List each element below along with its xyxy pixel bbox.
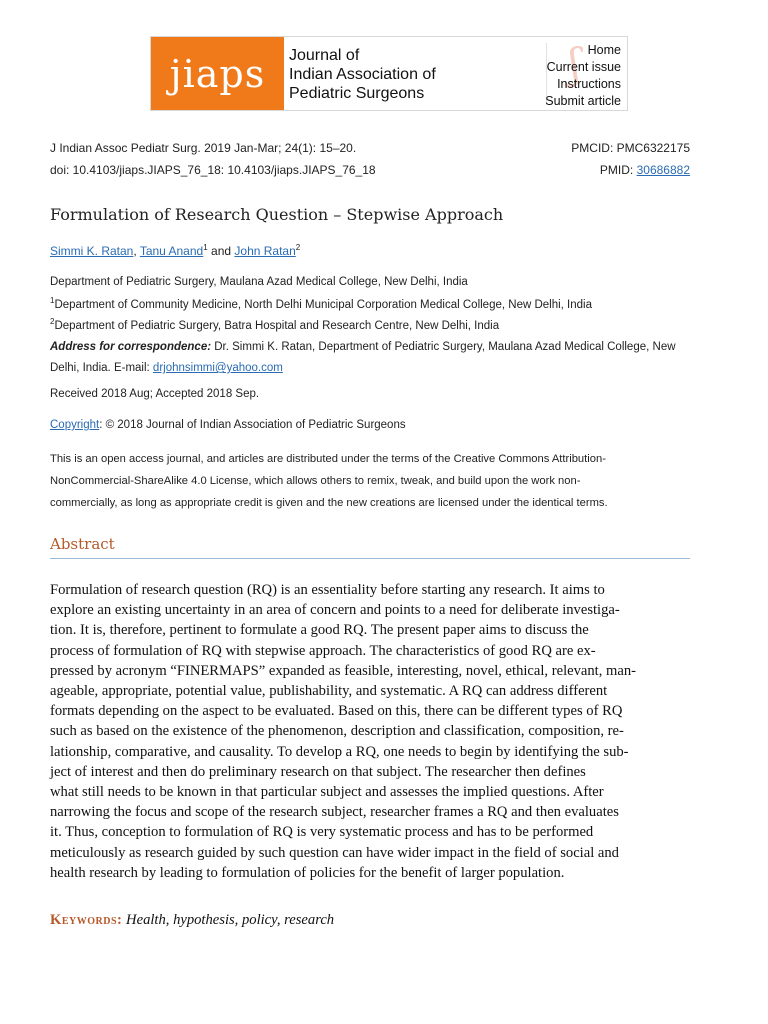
affiliation-sup: 1 [50, 296, 55, 305]
abstract-line: pressed by acronym “FINERMAPS” expanded as feasible, interesting, novel, ethical, relevant, man- [50, 662, 637, 679]
nav-home-link[interactable]: Home [587, 43, 621, 57]
license-line: NonCommercial-ShareAlike 4.0 License, which allows others to remix, tweak, and build upon the work non- [50, 475, 581, 487]
journal-name [289, 46, 436, 103]
author-link[interactable]: John Ratan [234, 244, 296, 258]
decorative-mark-icon: ʃ [569, 39, 581, 88]
abstract-body [50, 580, 700, 883]
affiliation-text: Department of Pediatric Surgery, Maulana Azad Medical College, New Delhi, India [50, 276, 468, 288]
received-accepted-dates: Received 2018 Aug; Accepted 2018 Sep. [50, 388, 260, 400]
and-text: and [211, 244, 232, 258]
abstract-line: process of formulation of RQ with stepwise approach. The characteristics of good RQ are ex- [50, 642, 596, 659]
abstract-line: meticulously as research guided by such question can have wider impact in the field of social and [50, 844, 619, 861]
license-line: commercially, as long as appropriate credit is given and the new creations are licensed under the identical terms. [50, 497, 608, 509]
journal-name-line: Indian Association of [289, 66, 436, 83]
abstract-line: tion. It is, therefore, pertinent to formulate a good RQ. The present paper aims to discuss the [50, 622, 589, 639]
abstract-line: such as based on the existence of the phenomenon, description and classification, composition, re- [50, 723, 624, 740]
author-list: Simmi K. Ratan, Tanu Anand$^1$ and John Ratan$^2$ [50, 243, 301, 258]
jiaps-logo[interactable]: jiaps [151, 37, 284, 110]
correspondence-label: Address for correspondence: [50, 341, 212, 353]
abstract-line: what still needs to be known in that particular subject and assesses the implied questions. After [50, 784, 604, 801]
email-link[interactable]: drjohnsimmi@yahoo.com [152, 362, 283, 374]
journal-banner [150, 36, 628, 111]
license-text [50, 448, 700, 514]
copyright-link[interactable]: Copyright [50, 419, 100, 431]
author-sup: 1 [203, 243, 208, 252]
author-link[interactable]: Simmi K. Ratan [50, 244, 134, 258]
abstract-line: formats depending on the aspect to be evaluated. Based on this, there can be different types of RQ [50, 703, 623, 720]
author-sup: 2 [295, 243, 301, 252]
abstract-line: explore an existing uncertainty in an area of concern and points to a need for deliberate investiga- [50, 602, 620, 619]
affiliation-text: Department of Community Medicine, North Delhi Municipal Corporation Medical College, New Delhi, India [54, 299, 592, 311]
copyright-text: : © 2018 Journal of Indian Association of Pediatric Surgeons [99, 419, 406, 431]
journal-name-line: Journal of [289, 47, 360, 64]
abstract-divider [50, 558, 690, 559]
nav-instructions-link[interactable]: Instructions [557, 77, 621, 91]
pmid-link[interactable]: 30686882 [636, 163, 690, 177]
article-title: Formulation of Research Question – Stepwise Approach [50, 205, 504, 224]
keywords-label: Keywords: [50, 912, 123, 928]
affiliation-text: Department of Pediatric Surgery, Batra Hospital and Research Centre, New Delhi, India [54, 320, 500, 332]
abstract-line: ject of interest and then do preliminary research on that subject. The researcher then defines [50, 763, 586, 780]
abstract-line: narrowing the focus and scope of the research subject, researcher frames a RQ and then evaluates [50, 804, 619, 821]
keywords-values: Health, hypothesis, policy, research [126, 912, 335, 928]
copyright-line [50, 419, 406, 431]
journal-name-line: Pediatric Surgeons [289, 85, 425, 102]
affiliation [50, 296, 592, 311]
doi-line: doi: 10.4103/jiaps.JIAPS_76_18: 10.4103/jiaps.JIAPS_76_18 [50, 163, 376, 177]
correspondence [50, 337, 690, 379]
affiliation [50, 317, 499, 332]
abstract-line: it. Thus, conception to formulation of RQ is very systematic process and has to be performed [50, 824, 594, 841]
affiliation-sup: 2 [50, 317, 55, 326]
license-line: This is an open access journal, and articles are distributed under the terms of the Creative Commons Attribution- [50, 453, 606, 465]
author-link[interactable]: Tanu Anand [139, 244, 204, 258]
pmcid: PMCID: PMC6322175 [571, 141, 690, 155]
abstract-line: lationship, comparative, and causality. To develop a RQ, one needs to begin by identifying the sub- [50, 743, 629, 760]
nav-submit-article-link[interactable]: Submit article [545, 94, 621, 108]
banner-nav [545, 42, 621, 110]
affiliation [50, 276, 468, 288]
abstract-line: Formulation of research question (RQ) is an essentiality before starting any research. It aims to [50, 582, 605, 598]
abstract-line: health research by leading to formulation of policies for the benefit of larger population. [50, 864, 565, 881]
nav-current-issue-link[interactable]: Current issue [546, 60, 621, 74]
pmid [600, 163, 690, 177]
correspondence-text: Dr. Simmi K. Ratan, Department of Pediatric Surgery, Maulana Azad Medical College, New Delhi, India. [50, 341, 676, 374]
citation-line: J Indian Assoc Pediatr Surg. 2019 Jan-Mar; 24(1): 15–20. [50, 141, 357, 155]
abstract-heading: Abstract [50, 535, 115, 553]
abstract-line: ageable, appropriate, potential value, publishability, and systematic. A RQ can address different [50, 683, 608, 700]
keywords [50, 912, 334, 929]
pmid-label: PMID: [599, 163, 634, 177]
email-label: E-mail: [113, 362, 150, 374]
